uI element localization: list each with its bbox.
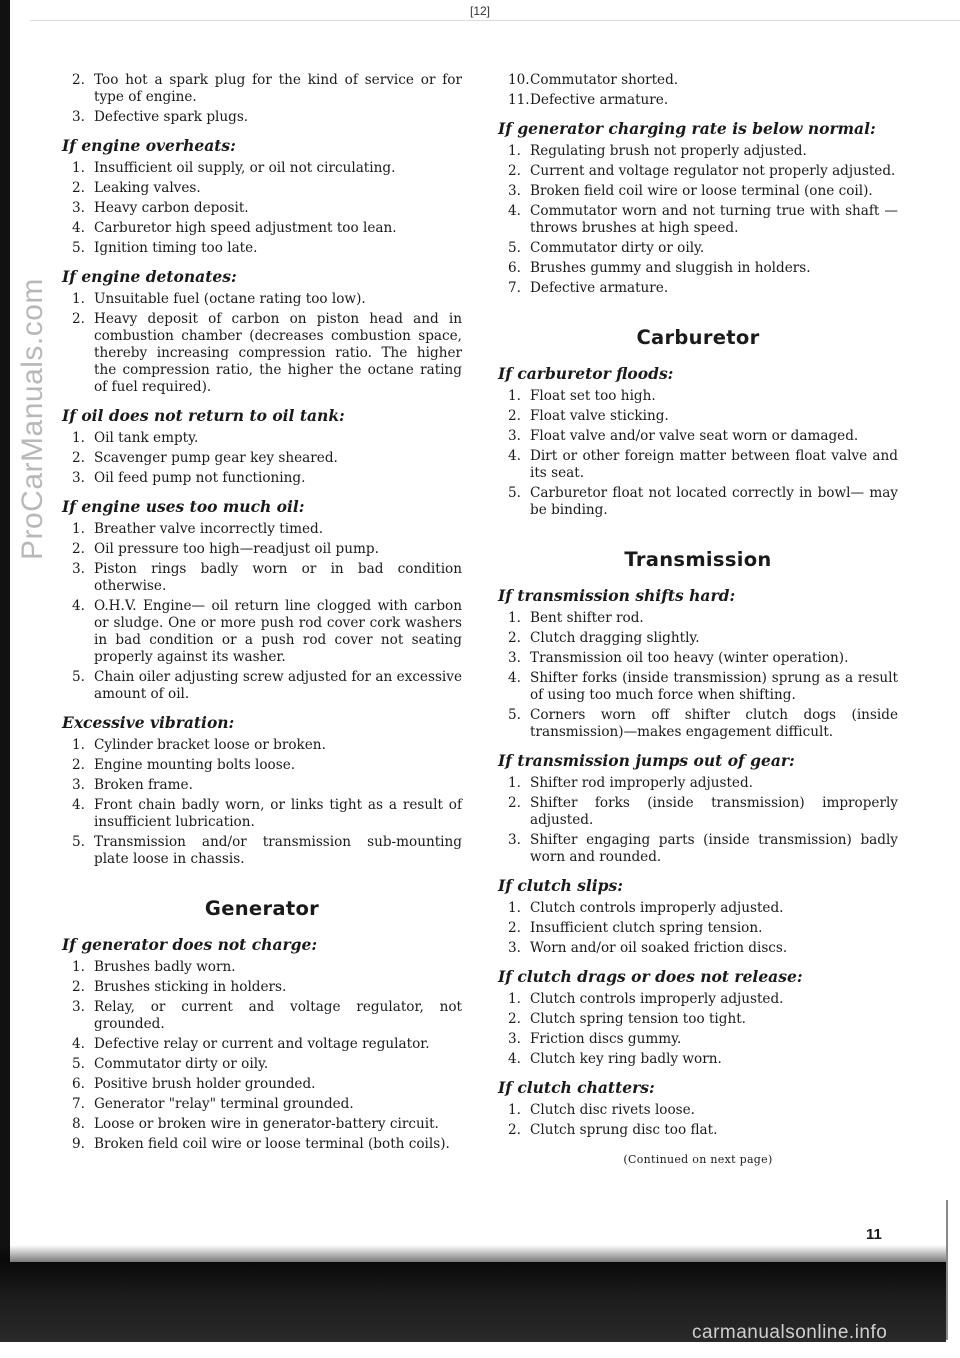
left-column (62, 72, 462, 1156)
section-title: Carburetor (636, 326, 760, 349)
cause-item (498, 163, 898, 180)
cause-item (62, 797, 462, 831)
item-number: 2. (72, 72, 85, 88)
item-text: Piston rings badly worn or in bad condition otherwise. (94, 561, 462, 594)
item-number: 3. (508, 428, 521, 444)
cause-item (62, 1036, 462, 1053)
item-text: Commutator shorted. (530, 72, 679, 88)
item-number: 2. (508, 920, 521, 936)
item-number: 1. (508, 900, 521, 916)
item-text: Transmission and/or transmission sub-mounting plate loose in chassis. (94, 834, 462, 867)
item-text: Front chain badly worn, or links tight as a result of insufficient lubrication. (94, 797, 462, 830)
item-text: Oil feed pump not functioning. (94, 470, 306, 486)
cause-item (62, 999, 462, 1033)
item-number: 11. (508, 92, 530, 108)
cause-item (498, 260, 898, 277)
cause-item (62, 959, 462, 976)
symptom-heading: Excessive vibration: (62, 713, 235, 732)
item-number: 4. (72, 797, 85, 813)
cause-list (62, 291, 462, 396)
item-number: 3. (72, 561, 85, 577)
item-number: 4. (72, 598, 85, 614)
footer-watermark: carmanualsonline.info (692, 1322, 888, 1343)
item-text: Commutator dirty or oily. (94, 1056, 269, 1072)
section-title: Generator (204, 897, 320, 920)
symptom-heading: If transmission jumps out of gear: (498, 751, 795, 770)
item-number: 5. (72, 834, 85, 850)
item-number: 4. (72, 1036, 85, 1052)
item-number: 1. (72, 291, 85, 307)
right-column (498, 72, 898, 1168)
item-number: 3. (72, 777, 85, 793)
cause-item (498, 610, 898, 627)
item-text: Broken field coil wire or loose terminal (one coil). (530, 183, 873, 199)
item-text: Clutch controls improperly adjusted. (530, 900, 784, 916)
cause-item (62, 160, 462, 177)
item-number: 4. (508, 448, 521, 464)
cause-list (498, 900, 898, 957)
item-number: 1. (72, 959, 85, 975)
cause-item (498, 448, 898, 482)
item-number: 3. (508, 1031, 521, 1047)
cause-item (498, 1122, 898, 1139)
item-number: 5. (508, 707, 521, 723)
item-number: 1. (72, 521, 85, 537)
item-text: Heavy deposit of carbon on piston head and in combustion chamber (decreases combustion space, thereby increasing compression ratio. The higher the compression ratio, the higher the octane rating of fuel required). (94, 311, 462, 395)
cause-list (62, 737, 462, 868)
cause-item (498, 707, 898, 741)
symptom-heading: If engine detonates: (62, 267, 237, 286)
item-number: 1. (508, 991, 521, 1007)
cause-item (62, 1116, 462, 1133)
cause-item (62, 979, 462, 996)
cause-list (498, 610, 898, 741)
cause-item (498, 1051, 898, 1068)
item-number: 2. (508, 408, 521, 424)
item-text: Cylinder bracket loose or broken. (94, 737, 326, 753)
cause-item (498, 408, 898, 425)
cause-item (62, 598, 462, 666)
item-text: Heavy carbon deposit. (94, 200, 249, 216)
cause-item (498, 920, 898, 937)
item-number: 1. (72, 160, 85, 176)
cause-item (62, 1056, 462, 1073)
cause-item (498, 832, 898, 866)
item-number: 4. (508, 203, 521, 219)
cause-item (498, 630, 898, 647)
section-title: Transmission (624, 548, 772, 571)
item-text: Brushes gummy and sluggish in holders. (530, 260, 811, 276)
item-number: 3. (72, 470, 85, 486)
item-text: Float set too high. (530, 388, 656, 404)
cause-item (62, 1096, 462, 1113)
cause-item (498, 485, 898, 519)
cause-list (498, 72, 898, 109)
cause-item (498, 991, 898, 1008)
cause-item (62, 561, 462, 595)
item-number: 2. (508, 163, 521, 179)
cause-item (62, 291, 462, 308)
item-number: 3. (508, 650, 521, 666)
item-text: Ignition timing too late. (94, 240, 258, 256)
cause-item (498, 1011, 898, 1028)
cause-item (62, 834, 462, 868)
cause-list (498, 1102, 898, 1139)
item-number: 1. (508, 143, 521, 159)
item-text: Float valve sticking. (530, 408, 669, 424)
item-number: 2. (72, 979, 85, 995)
cause-item (62, 1136, 462, 1153)
cause-item (498, 388, 898, 405)
item-text: Commutator worn and not turning true with shaft —throws brushes at high speed. (530, 203, 898, 236)
symptom-heading: If carburetor floods: (498, 364, 674, 383)
cause-item (62, 521, 462, 538)
item-number: 1. (508, 775, 521, 791)
symptom-heading: If transmission shifts hard: (498, 586, 736, 605)
cause-item (62, 737, 462, 754)
item-text: Defective armature. (530, 280, 669, 296)
item-number: 7. (72, 1096, 85, 1112)
item-text: Breather valve incorrectly timed. (94, 521, 324, 537)
item-text: Commutator dirty or oily. (530, 240, 705, 256)
item-number: 1. (72, 430, 85, 446)
item-text: Loose or broken wire in generator-battery circuit. (94, 1116, 439, 1132)
cause-list (498, 991, 898, 1068)
cause-item (498, 775, 898, 792)
item-number: 1. (508, 610, 521, 626)
continued-note: (Continued on next page) (623, 1153, 773, 1166)
item-number: 4. (508, 1051, 521, 1067)
item-text: Too hot a spark plug for the kind of service or for type of engine. (94, 72, 462, 105)
item-text: Defective spark plugs. (94, 109, 249, 125)
symptom-heading: If engine uses too much oil: (62, 497, 305, 516)
item-text: Brushes sticking in holders. (94, 979, 287, 995)
item-number: 6. (72, 1076, 85, 1092)
cause-list (498, 143, 898, 297)
item-text: Clutch controls improperly adjusted. (530, 991, 784, 1007)
item-text: Float valve and/or valve seat worn or damaged. (530, 428, 859, 444)
symptom-heading: If clutch chatters: (498, 1078, 655, 1097)
item-number: 2. (508, 1011, 521, 1027)
cause-item (498, 72, 898, 89)
item-text: Leaking valves. (94, 180, 201, 196)
symptom-heading: If clutch slips: (498, 876, 623, 895)
cause-item (498, 650, 898, 667)
item-number: 3. (508, 183, 521, 199)
cause-list (62, 521, 462, 703)
cause-item (62, 669, 462, 703)
cause-list (62, 160, 462, 257)
symptom-heading: If generator charging rate is below normal: (498, 119, 876, 138)
cause-item (498, 280, 898, 297)
cause-item (498, 428, 898, 445)
cause-item (498, 1102, 898, 1119)
cause-item (62, 430, 462, 447)
item-text: O.H.V. Engine— oil return line clogged with carbon or sludge. One or more push rod cover cork washers in bad condition or a push rod cover not seating properly against its washer. (94, 598, 462, 665)
item-number: 5. (508, 240, 521, 256)
item-text: Broken field coil wire or loose terminal (both coils). (94, 1136, 450, 1152)
item-text: Insufficient oil supply, or oil not circulating. (94, 160, 396, 176)
item-text: Regulating brush not properly adjusted. (530, 143, 807, 159)
cause-list (498, 388, 898, 519)
item-text: Transmission oil too heavy (winter operation). (530, 650, 849, 666)
page-reference: [12] (469, 4, 490, 18)
item-text: Shifter rod improperly adjusted. (530, 775, 753, 791)
item-number: 6. (508, 260, 521, 276)
cause-item (62, 109, 462, 126)
cause-item (62, 1076, 462, 1093)
item-number: 5. (72, 669, 85, 685)
cause-item (498, 183, 898, 200)
item-text: Shifter forks (inside transmission) sprung as a result of using too much force when shifting. (530, 670, 898, 703)
item-number: 2. (72, 180, 85, 196)
cause-item (62, 72, 462, 106)
left-margin-bar (0, 0, 10, 1290)
cause-item (62, 450, 462, 467)
item-text: Current and voltage regulator not properly adjusted. (530, 163, 896, 179)
cause-item (498, 670, 898, 704)
item-text: Defective armature. (530, 92, 669, 108)
cause-item (62, 470, 462, 487)
item-number: 3. (508, 832, 521, 848)
symptom-heading: If oil does not return to oil tank: (62, 406, 345, 425)
cause-item (498, 92, 898, 109)
item-number: 2. (72, 450, 85, 466)
item-text: Carburetor high speed adjustment too lean. (94, 220, 397, 236)
symptom-heading: If generator does not charge: (62, 935, 318, 954)
item-text: Shifter forks (inside transmission) improperly adjusted. (530, 795, 898, 828)
cause-item (62, 200, 462, 217)
item-number: 3. (72, 999, 85, 1015)
page-number: 11 (866, 1226, 882, 1243)
cause-item (498, 203, 898, 237)
item-number: 7. (508, 280, 521, 296)
item-text: Insufficient clutch spring tension. (530, 920, 763, 936)
item-text: Scavenger pump gear key sheared. (94, 450, 338, 466)
top-divider (30, 20, 960, 21)
cause-list (62, 959, 462, 1153)
item-text: Shifter engaging parts (inside transmission) badly worn and rounded. (530, 832, 898, 865)
cause-item (62, 777, 462, 794)
item-text: Bent shifter rod. (530, 610, 644, 626)
symptom-heading: If clutch drags or does not release: (498, 967, 803, 986)
item-number: 5. (508, 485, 521, 501)
cause-item (62, 757, 462, 774)
cause-item (62, 541, 462, 558)
item-text: Friction discs gummy. (530, 1031, 682, 1047)
item-text: Engine mounting bolts loose. (94, 757, 296, 773)
item-text: Oil tank empty. (94, 430, 199, 446)
item-text: Unsuitable fuel (octane rating too low). (94, 291, 366, 307)
item-text: Broken frame. (94, 777, 193, 793)
sidebar-watermark: ProCarManuals.com (16, 278, 49, 560)
cause-item (498, 940, 898, 957)
item-text: Defective relay or current and voltage regulator. (94, 1036, 430, 1052)
item-number: 9. (72, 1136, 85, 1152)
cause-item (498, 143, 898, 160)
cause-list (62, 72, 462, 126)
item-text: Corners worn off shifter clutch dogs (inside transmission)—makes engagement difficult. (530, 707, 898, 740)
item-number: 2. (508, 630, 521, 646)
right-edge-line (946, 1200, 948, 1340)
item-text: Chain oiler adjusting screw adjusted for an excessive amount of oil. (94, 669, 462, 702)
item-number: 5. (72, 1056, 85, 1072)
item-text: Clutch key ring badly worn. (530, 1051, 722, 1067)
symptom-heading: If engine overheats: (62, 136, 236, 155)
item-number: 4. (72, 220, 85, 236)
item-number: 2. (508, 795, 521, 811)
item-number: 1. (72, 737, 85, 753)
item-number: 2. (72, 541, 85, 557)
item-text: Clutch disc rivets loose. (530, 1102, 696, 1118)
item-number: 8. (72, 1116, 85, 1132)
bottom-band-fade (0, 1245, 946, 1263)
cause-item (62, 180, 462, 197)
cause-item (498, 795, 898, 829)
cause-list (62, 430, 462, 487)
item-number: 3. (72, 109, 85, 125)
cause-item (62, 220, 462, 237)
item-text: Clutch sprung disc too flat. (530, 1122, 718, 1138)
cause-item (498, 900, 898, 917)
item-number: 1. (508, 1102, 521, 1118)
item-text: Relay, or current and voltage regulator, not grounded. (94, 999, 462, 1032)
item-text: Generator "relay" terminal grounded. (94, 1096, 354, 1112)
item-text: Dirt or other foreign matter between float valve and its seat. (530, 448, 898, 481)
item-text: Clutch dragging slightly. (530, 630, 700, 646)
cause-item (62, 240, 462, 257)
cause-item (62, 311, 462, 396)
item-text: Positive brush holder grounded. (94, 1076, 316, 1092)
item-number: 4. (508, 670, 521, 686)
item-number: 3. (72, 200, 85, 216)
item-number: 5. (72, 240, 85, 256)
cause-list (498, 775, 898, 866)
cause-item (498, 1031, 898, 1048)
item-text: Brushes badly worn. (94, 959, 236, 975)
item-number: 1. (508, 388, 521, 404)
item-number: 2. (508, 1122, 521, 1138)
item-text: Worn and/or oil soaked friction discs. (530, 940, 788, 956)
cause-item (498, 240, 898, 257)
item-text: Clutch spring tension too tight. (530, 1011, 747, 1027)
item-number: 2. (72, 757, 85, 773)
item-number: 3. (508, 940, 521, 956)
item-number: 10. (508, 72, 530, 88)
item-number: 2. (72, 311, 85, 327)
item-text: Carburetor float not located correctly in bowl— may be binding. (530, 485, 898, 518)
item-text: Oil pressure too high—readjust oil pump. (94, 541, 379, 557)
